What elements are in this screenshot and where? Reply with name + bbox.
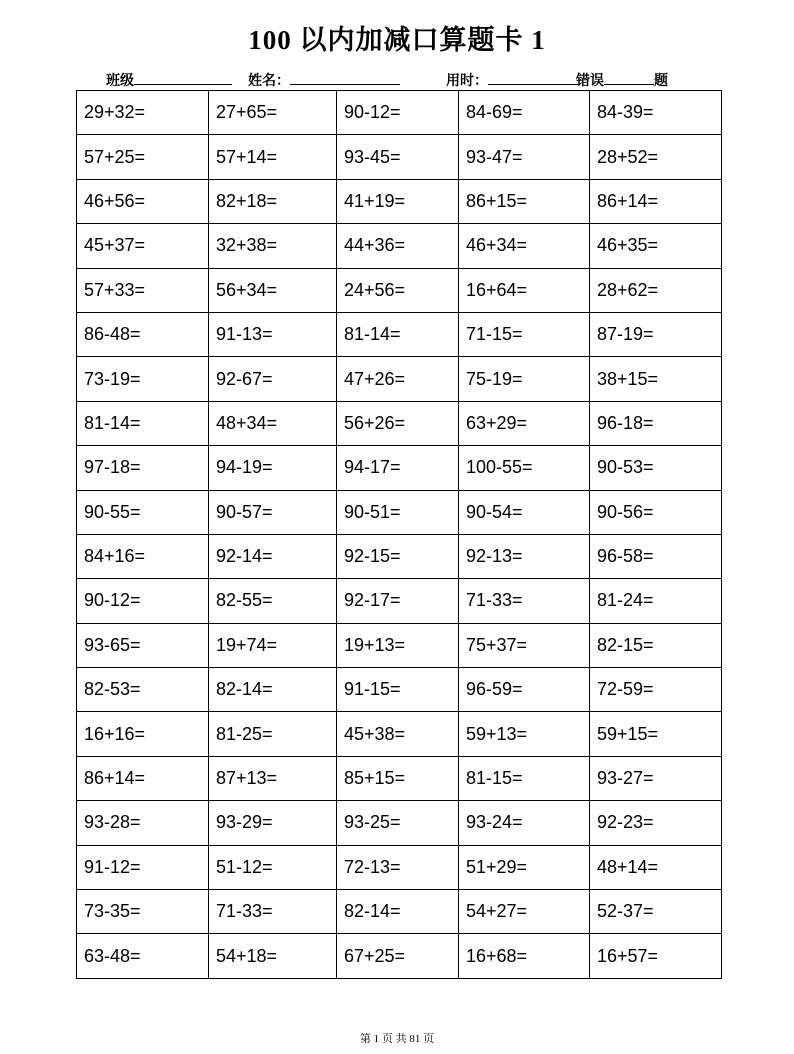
problem-cell: 92-23=	[590, 801, 722, 845]
problem-table-body	[77, 91, 722, 979]
table-row	[77, 268, 722, 312]
problem-cell: 52-37=	[590, 890, 722, 934]
problem-cell: 46+34=	[459, 224, 590, 268]
problem-cell: 85+15=	[337, 756, 459, 800]
problem-cell: 90-51=	[337, 490, 459, 534]
problem-cell: 93-65=	[77, 623, 209, 667]
problem-cell: 45+37=	[77, 224, 209, 268]
table-row	[77, 401, 722, 445]
problem-cell: 94-17=	[337, 446, 459, 490]
problem-cell: 16+64=	[459, 268, 590, 312]
problem-cell: 93-28=	[77, 801, 209, 845]
problem-cell: 82-53=	[77, 668, 209, 712]
problem-cell: 19+13=	[337, 623, 459, 667]
table-row	[77, 224, 722, 268]
problem-cell: 90-57=	[209, 490, 337, 534]
problem-cell: 73-19=	[77, 357, 209, 401]
problem-cell: 72-59=	[590, 668, 722, 712]
problem-cell: 59+15=	[590, 712, 722, 756]
problem-cell: 93-45=	[337, 135, 459, 179]
problem-cell: 46+56=	[77, 179, 209, 223]
problem-cell: 24+56=	[337, 268, 459, 312]
problem-cell: 57+33=	[77, 268, 209, 312]
problem-cell: 16+68=	[459, 934, 590, 978]
errors-suffix: 题	[654, 72, 668, 88]
problem-cell: 56+26=	[337, 401, 459, 445]
problem-cell: 91-13=	[209, 312, 337, 356]
problem-cell: 63-48=	[77, 934, 209, 978]
table-row	[77, 712, 722, 756]
problem-cell: 87-19=	[590, 312, 722, 356]
problem-cell: 63+29=	[459, 401, 590, 445]
problem-cell: 86+14=	[590, 179, 722, 223]
problem-cell: 54+18=	[209, 934, 337, 978]
problem-cell: 86-48=	[77, 312, 209, 356]
problem-cell: 84-39=	[590, 91, 722, 135]
problem-cell: 54+27=	[459, 890, 590, 934]
table-row	[77, 845, 722, 889]
problem-cell: 90-12=	[77, 579, 209, 623]
problem-cell: 96-58=	[590, 534, 722, 578]
table-row	[77, 179, 722, 223]
problem-cell: 47+26=	[337, 357, 459, 401]
problem-cell: 75-19=	[459, 357, 590, 401]
problem-cell: 28+62=	[590, 268, 722, 312]
problem-cell: 90-53=	[590, 446, 722, 490]
problem-cell: 86+14=	[77, 756, 209, 800]
problem-cell: 45+38=	[337, 712, 459, 756]
table-row	[77, 357, 722, 401]
errors-field	[576, 70, 668, 90]
problem-cell: 59+13=	[459, 712, 590, 756]
problem-cell: 92-13=	[459, 534, 590, 578]
errors-blank[interactable]	[604, 70, 654, 85]
table-row	[77, 801, 722, 845]
time-field	[446, 70, 580, 90]
problem-cell: 51-12=	[209, 845, 337, 889]
table-row	[77, 623, 722, 667]
problem-cell: 82-55=	[209, 579, 337, 623]
problem-cell: 92-67=	[209, 357, 337, 401]
table-row	[77, 890, 722, 934]
problem-cell: 84+16=	[77, 534, 209, 578]
problem-cell: 100-55=	[459, 446, 590, 490]
table-row	[77, 91, 722, 135]
problem-cell: 92-14=	[209, 534, 337, 578]
problem-cell: 71-33=	[459, 579, 590, 623]
problem-cell: 19+74=	[209, 623, 337, 667]
class-field	[106, 70, 232, 90]
problem-cell: 71-33=	[209, 890, 337, 934]
problem-cell: 96-59=	[459, 668, 590, 712]
problem-cell: 87+13=	[209, 756, 337, 800]
problem-cell: 82-15=	[590, 623, 722, 667]
problem-cell: 93-27=	[590, 756, 722, 800]
name-blank[interactable]	[290, 70, 400, 85]
problem-cell: 82-14=	[209, 668, 337, 712]
problem-cell: 71-15=	[459, 312, 590, 356]
class-label: 班级	[106, 72, 134, 88]
problem-cell: 97-18=	[77, 446, 209, 490]
problem-cell: 92-15=	[337, 534, 459, 578]
problem-cell: 94-19=	[209, 446, 337, 490]
table-row	[77, 490, 722, 534]
problem-cell: 90-12=	[337, 91, 459, 135]
problem-cell: 32+38=	[209, 224, 337, 268]
problem-cell: 82+18=	[209, 179, 337, 223]
problem-cell: 81-24=	[590, 579, 722, 623]
table-row	[77, 534, 722, 578]
page-title: 100 以内加减口算题卡 1	[248, 25, 546, 55]
problem-cell: 73-35=	[77, 890, 209, 934]
problem-cell: 93-29=	[209, 801, 337, 845]
problem-cell: 57+14=	[209, 135, 337, 179]
problem-cell: 81-15=	[459, 756, 590, 800]
problem-cell: 38+15=	[590, 357, 722, 401]
table-row	[77, 312, 722, 356]
problem-cell: 81-25=	[209, 712, 337, 756]
table-row	[77, 135, 722, 179]
class-blank[interactable]	[134, 70, 232, 85]
table-row	[77, 934, 722, 978]
table-row	[77, 579, 722, 623]
problem-cell: 91-12=	[77, 845, 209, 889]
problem-cell: 41+19=	[337, 179, 459, 223]
problem-cell: 84-69=	[459, 91, 590, 135]
problem-cell: 16+16=	[77, 712, 209, 756]
problem-cell: 48+14=	[590, 845, 722, 889]
table-row	[77, 446, 722, 490]
problem-cell: 44+36=	[337, 224, 459, 268]
problem-cell: 90-56=	[590, 490, 722, 534]
problem-cell: 81-14=	[337, 312, 459, 356]
time-label: 用时：	[446, 72, 488, 88]
problem-cell: 48+34=	[209, 401, 337, 445]
problem-cell: 91-15=	[337, 668, 459, 712]
problem-cell: 93-47=	[459, 135, 590, 179]
page-footer: 第 1 页 共 81 页	[359, 1033, 435, 1045]
problem-cell: 51+29=	[459, 845, 590, 889]
problem-cell: 75+37=	[459, 623, 590, 667]
errors-label: 错误	[576, 72, 604, 88]
problem-cell: 93-24=	[459, 801, 590, 845]
problem-cell: 67+25=	[337, 934, 459, 978]
problem-cell: 27+65=	[209, 91, 337, 135]
problem-cell: 82-14=	[337, 890, 459, 934]
name-label: 姓名：	[248, 72, 290, 88]
name-field	[248, 70, 400, 90]
time-blank[interactable]	[488, 70, 580, 85]
problem-table	[76, 90, 722, 979]
problem-cell: 29+32=	[77, 91, 209, 135]
problem-cell: 46+35=	[590, 224, 722, 268]
table-row	[77, 756, 722, 800]
table-row	[77, 668, 722, 712]
problem-cell: 90-54=	[459, 490, 590, 534]
problem-cell: 57+25=	[77, 135, 209, 179]
problem-cell: 81-14=	[77, 401, 209, 445]
problem-cell: 86+15=	[459, 179, 590, 223]
problem-cell: 93-25=	[337, 801, 459, 845]
problem-cell: 28+52=	[590, 135, 722, 179]
problem-cell: 56+34=	[209, 268, 337, 312]
problem-cell: 16+57=	[590, 934, 722, 978]
problem-cell: 92-17=	[337, 579, 459, 623]
problem-cell: 96-18=	[590, 401, 722, 445]
problem-cell: 90-55=	[77, 490, 209, 534]
student-info-row	[106, 70, 746, 90]
problem-cell: 72-13=	[337, 845, 459, 889]
